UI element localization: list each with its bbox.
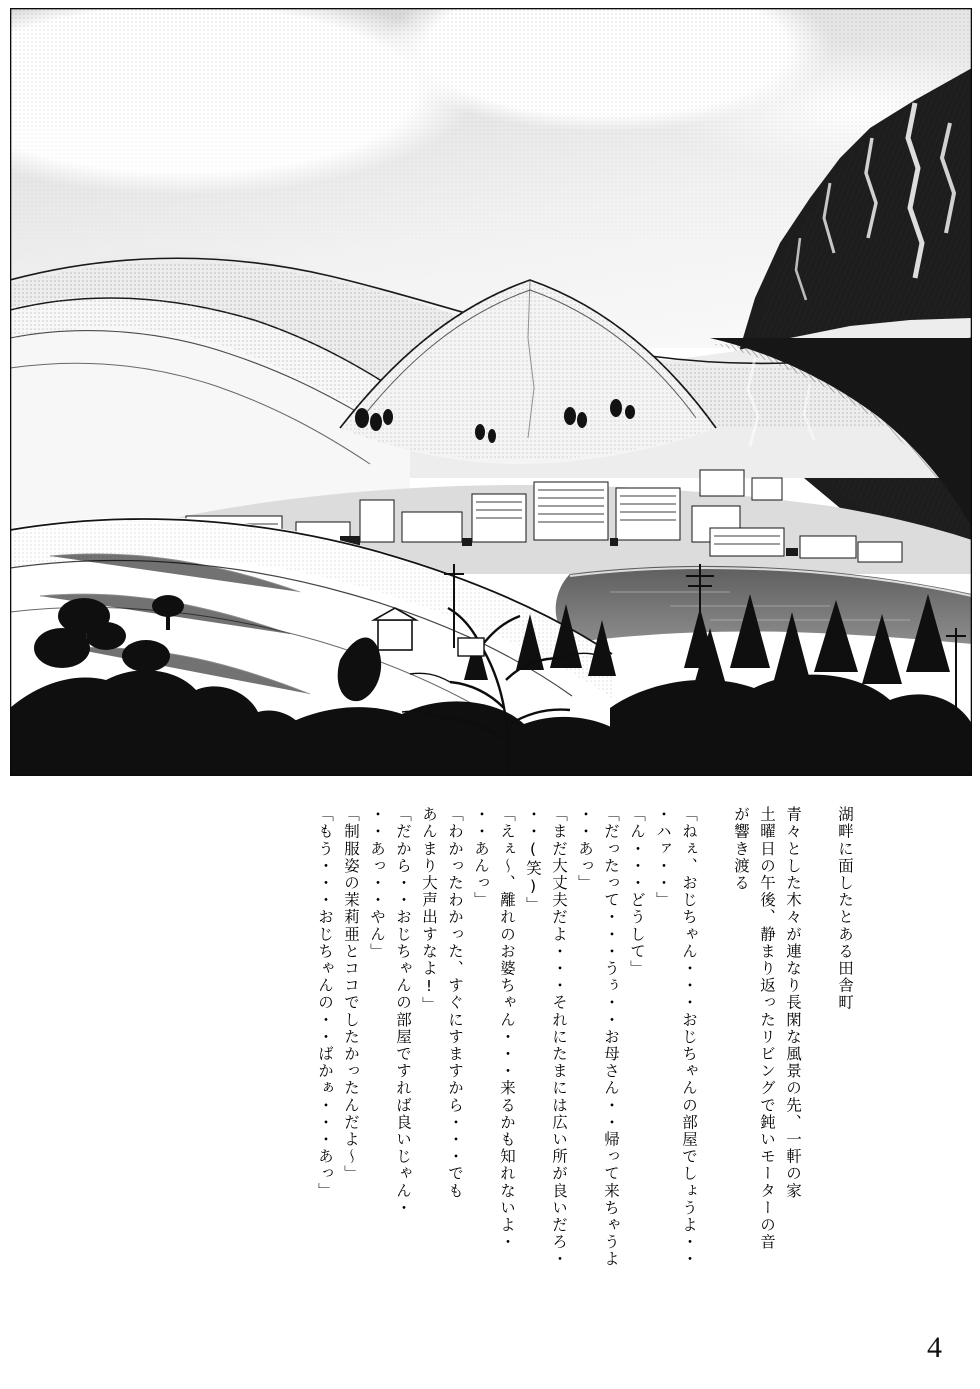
text-line: 「もう・・・おじちゃんの・・ばかぁ・・・あっ」 — [316, 806, 334, 1200]
text-line: あんまり大声出すなよ!」 — [420, 806, 438, 1014]
text-line: 青々とした木々が連なり長閑な風景の先、一軒の家 — [784, 806, 802, 1200]
story-text-block — [306, 806, 852, 1306]
text-line: ・・(笑)」 — [524, 806, 542, 914]
text-line: 土曜日の午後、静まり返ったリビングで鈍いモーターの音 — [758, 806, 776, 1251]
text-line-spacer — [696, 806, 722, 1306]
text-line: が響き渡る — [732, 806, 750, 892]
text-line: 「だったって・・・うぅ・・お母さん・・帰って来ちゃうよ — [602, 806, 620, 1268]
text-line: ・・あっ」 — [576, 806, 594, 892]
text-line: 「えぇ～、離れのお婆ちゃん・・・来るかも知れないよ・ — [498, 806, 516, 1251]
text-line: 「わかったわかった、すぐにすますから・・・でも — [446, 806, 464, 1200]
text-line: ・ハァ・・」 — [654, 806, 672, 909]
text-line-spacer — [800, 806, 826, 1306]
text-line: ・・あっ・・やん」 — [368, 806, 386, 960]
lakeside-countryside-town-illustration — [10, 8, 972, 776]
page-number: 4 — [927, 1331, 942, 1364]
text-line: 「まだ大丈夫だよ・・・それにたまには広い所が良いだろ・ — [550, 806, 568, 1268]
text-line-heading: 湖畔に面したとある田舎町 — [836, 806, 854, 1012]
text-line: ・・あんっ」 — [472, 806, 490, 909]
text-line: 「だから・・おじちゃんの部屋ですれば良いじゃん・ — [394, 806, 412, 1217]
text-line: 「制服姿の茉莉亜とココでしたかったんだよ～」 — [342, 806, 360, 1183]
text-line: 「ん・・・どうして」 — [628, 806, 646, 977]
landscape-linework — [10, 8, 972, 776]
text-line: 「ねぇ、おじちゃん・・・おじちゃんの部屋でしょうよ・・ — [680, 806, 698, 1268]
